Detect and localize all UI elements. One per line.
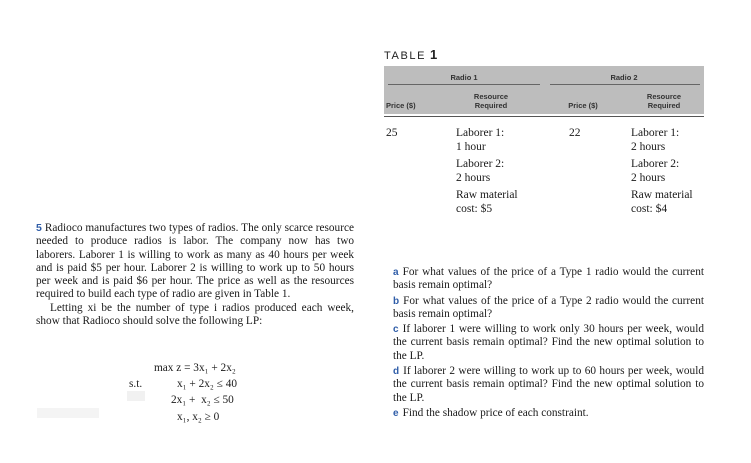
problem-number: 5: [36, 222, 42, 234]
problem-paragraph-2: Letting xi be the number of type i radios produced each week, show that Radioco should solve the following LP:: [36, 301, 354, 328]
problem-text: [36, 222, 354, 328]
radio2-header-rule: [550, 84, 700, 85]
radio1-resource-header: Resource Required: [473, 92, 509, 110]
table-header-bottom-rule: [384, 116, 704, 117]
part-e: e Find the shadow price of each constraint.: [393, 406, 589, 419]
radio2-price: 22: [569, 127, 581, 139]
radio1-price: 25: [386, 127, 398, 139]
part-c: c If laborer 1 were willing to work only 30 hours per week, would the current basis remain optimal? Find the new optimal solution to the LP.: [393, 323, 704, 362]
table-label: TABLE: [384, 50, 427, 62]
part-b: b For what values of the price of a Type 2 radio would the current basis remain optimal?: [393, 294, 704, 320]
faded-mark: [127, 391, 145, 401]
radio1-title: Radio 1: [450, 73, 478, 82]
radio1-price-header: Price ($): [386, 101, 416, 110]
part-d: d If laborer 2 were willing to work up to 60 hours per week, would the current basis remain optimal? Find the new optimal solution to the LP.: [393, 365, 704, 404]
radio1-resources: Laborer 1: 1 hour Laborer 2: 2 hours Raw material cost: $5: [456, 127, 518, 215]
part-a: a For what values of the price of a Type 1 radio would the current basis remain optimal?: [393, 266, 704, 292]
table-caption: [384, 47, 437, 62]
lp-nonnegativity: x₁, x₂ ≥ 0: [177, 411, 220, 423]
table-number: 1: [430, 47, 438, 62]
table-header: [384, 66, 704, 114]
question-parts: [393, 266, 704, 422]
lp-objective: max z = 3x₁ + 2x₂: [154, 362, 236, 374]
lp-constraint-2: 2x₁ + x₂ ≤ 50: [171, 394, 234, 406]
radio2-price-header: Price ($): [568, 101, 598, 110]
radio2-resource-header: Resource Required: [646, 92, 682, 110]
radio2-resources: Laborer 1: 2 hours Laborer 2: 2 hours Raw material cost: $4: [631, 127, 693, 215]
faded-mark: [37, 408, 99, 418]
radio1-header-rule: [388, 84, 540, 85]
lp-constraint-1: x₁ + 2x₂ ≤ 40: [177, 378, 237, 390]
lp-st-label: s.t.: [129, 378, 143, 390]
radio2-title: Radio 2: [610, 73, 638, 82]
problem-paragraph-1: 5 Radioco manufactures two types of radios. The only scarce resource needed to produce radios is labor. The company now has two laborers. Laborer 1 is willing to work as many as 40 hours per week and is paid $5 per hour. Laborer 2 is willing to work up to 50 hours per week and is paid $6 per hour. The price as well as the resources required to build each type of radio are given in Table 1.: [36, 222, 354, 301]
